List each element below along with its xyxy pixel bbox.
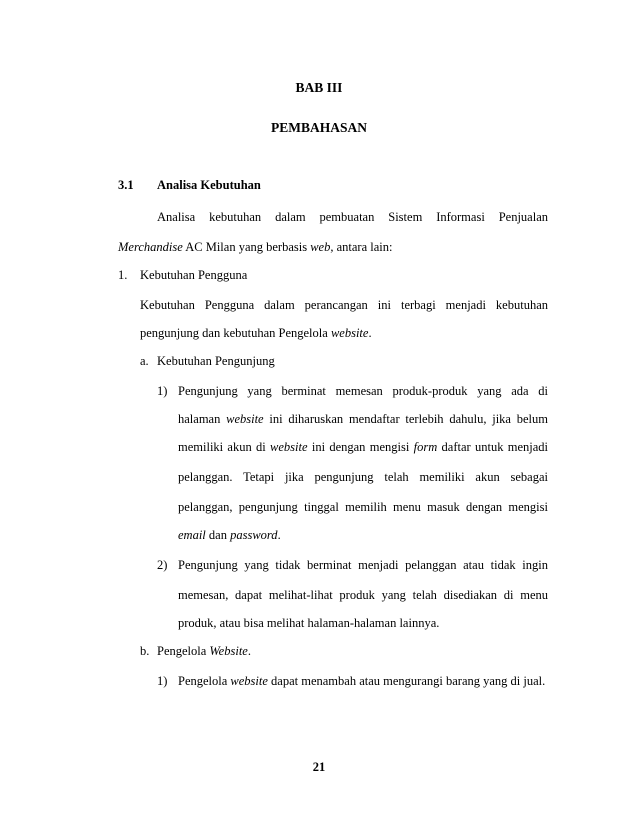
item-a-1-line-3 xyxy=(178,440,548,455)
item-b-1-line-1 xyxy=(178,674,545,689)
item-b-label: b. xyxy=(140,644,150,658)
item-1-period: . xyxy=(368,326,372,340)
chapter-title: PEMBAHASAN xyxy=(270,120,367,135)
intro-line-2 xyxy=(118,240,392,255)
item-1-website: website xyxy=(330,326,369,340)
a1-password: password xyxy=(230,528,278,542)
b-title-website: Website xyxy=(209,644,248,658)
item-a-2-line-2: memesan, dapat melihat-lihat produk yang telah disediakan di menu xyxy=(178,588,548,602)
item-1-para-line-2 xyxy=(140,326,372,341)
a1-l3-website: website xyxy=(270,440,308,454)
intro-merchandise: Merchandise xyxy=(118,240,183,254)
a1-period: . xyxy=(277,528,281,542)
b1-rest: dapat menambah atau mengurangi barang yang di jual. xyxy=(267,674,546,688)
a1-l3-form: form xyxy=(413,440,438,454)
item-a-title: Kebutuhan Pengunjung xyxy=(157,354,275,368)
intro-web: web, xyxy=(310,240,334,254)
section-number: 3.1 xyxy=(118,178,134,192)
item-b-1-number: 1) xyxy=(157,674,168,688)
b1-text: Pengelola xyxy=(178,674,231,688)
item-b-title xyxy=(157,644,251,659)
item-a-1-line-6 xyxy=(178,528,281,543)
intro-line-1: Analisa kebutuhan dalam pembuatan Sistem Informasi Penjualan xyxy=(157,210,548,224)
item-a-1-line-1: Pengunjung yang berminat memesan produk-produk yang ada di xyxy=(178,384,548,398)
item-a-1-number: 1) xyxy=(157,384,168,398)
item-a-2-number: 2) xyxy=(157,558,168,572)
b1-website: website xyxy=(230,674,268,688)
item-a-1-line-4: pelanggan. Tetapi jika pengunjung telah memiliki akun sebagai xyxy=(178,470,548,484)
item-a-2-line-3: produk, atau bisa melihat halaman-halaman lainnya. xyxy=(178,616,440,630)
item-a-1-line-2 xyxy=(178,412,548,427)
item-a-1-line-5: pelanggan, pengunjung tinggal memilih menu masuk dengan mengisi xyxy=(178,500,548,514)
page-number: 21 xyxy=(312,760,326,774)
item-a-label: a. xyxy=(140,354,149,368)
item-1-text: pengunjung dan kebutuhan Pengelola xyxy=(140,326,331,340)
a1-l2-website: website xyxy=(226,412,264,426)
a1-email: email xyxy=(178,528,206,542)
item-a-2-line-1: Pengunjung yang tidak berminat menjadi pelanggan atau tidak ingin xyxy=(178,558,548,572)
intro-text-a: AC Milan yang berbasis xyxy=(182,240,311,254)
item-1-para-line-1: Kebutuhan Pengguna dalam perancangan ini terbagi menjadi kebutuhan xyxy=(140,298,548,312)
item-1-title: Kebutuhan Pengguna xyxy=(140,268,248,282)
a1-l3-text: memiliki akun di xyxy=(178,440,271,454)
a1-l2-text: halaman xyxy=(178,412,227,426)
a1-l3-rest: daftar untuk menjadi xyxy=(437,440,548,454)
b-title-text: Pengelola xyxy=(157,644,210,658)
a1-and: dan xyxy=(205,528,231,542)
b-title-period: . xyxy=(247,644,251,658)
intro-text-b: antara lain: xyxy=(333,240,393,254)
a1-l2-rest: ini diharuskan mendaftar terlebih dahulu, jika belum xyxy=(263,412,548,426)
section-title: Analisa Kebutuhan xyxy=(157,178,261,192)
item-1-number: 1. xyxy=(118,268,128,282)
a1-l3-mid: ini dengan mengisi xyxy=(307,440,414,454)
chapter-label: BAB III xyxy=(295,80,343,95)
